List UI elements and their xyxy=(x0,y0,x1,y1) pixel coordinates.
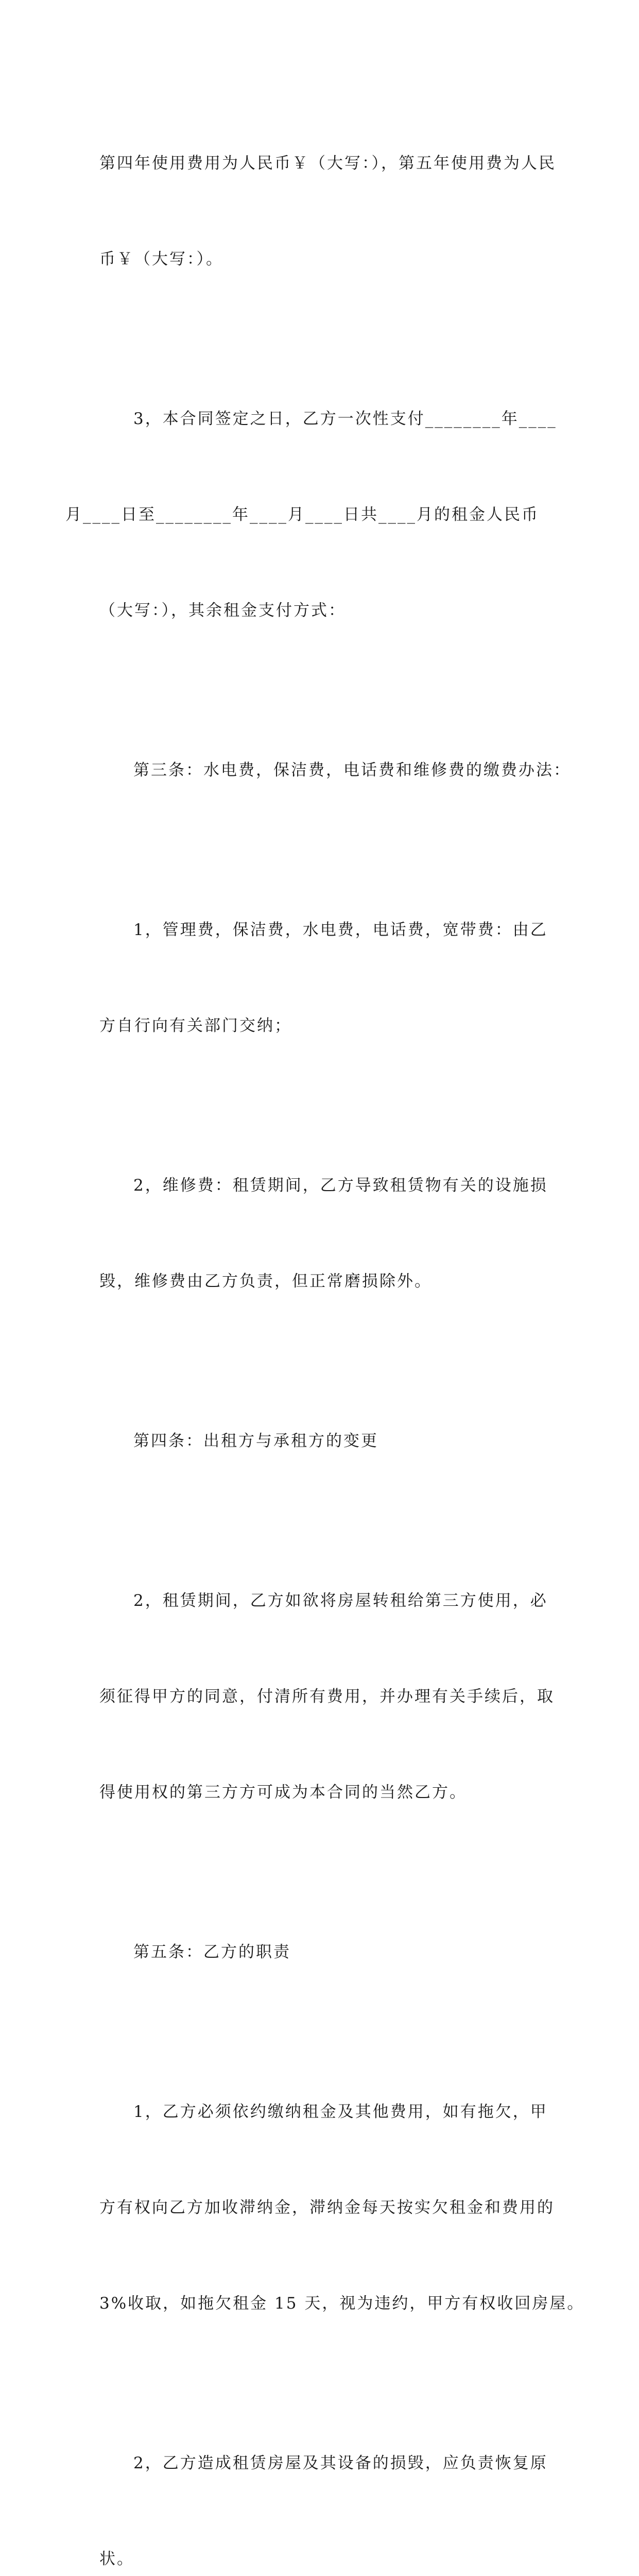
paragraph-management-fees xyxy=(99,850,548,1106)
paragraph-late-payment xyxy=(99,2032,585,2383)
heading-article-3 xyxy=(99,690,571,850)
text-line: 方自行向有关部门交纳； xyxy=(99,1016,292,1035)
text-line: 2，维修费：租赁期间，乙方导致租赁物有关的设施损 xyxy=(133,1176,548,1195)
heading-article-5 xyxy=(99,1872,542,2032)
text-line: 得使用权的第三方方可成为本合同的当然乙方。 xyxy=(99,1783,467,1802)
text-line: 第四条：出租方与承租方的变更 xyxy=(133,1432,378,1450)
text-line: 第三条：水电费，保洁费，电话费和维修费的缴费办法： xyxy=(133,761,571,779)
text-line: 1，乙方必须依约缴纳租金及其他费用，如有拖欠，甲 xyxy=(133,2103,548,2121)
text-line: （大写：），其余租金支付方式： xyxy=(99,601,346,620)
text-line: 2，乙方造成租赁房屋及其设备的损毁，应负责恢复原 xyxy=(133,2454,548,2472)
text-line: 3%收取，如拖欠租金 15 天，视为违约，甲方有权收回房屋。 xyxy=(99,2294,585,2313)
text-line: 币￥（大写：）。 xyxy=(99,250,223,268)
heading-article-4 xyxy=(99,1361,542,1521)
paragraph-repair-fees xyxy=(99,1106,548,1361)
text-line: 第四年使用费用为人民币￥（大写：），第五年使用费为人民 xyxy=(99,154,556,173)
text-line: 3，本合同签定之日，乙方一次性支付________年____ xyxy=(133,410,557,428)
text-line: 月____日至________年____月____日共____月的租金人民币 xyxy=(65,505,539,524)
text-line: 须征得甲方的同意，付清所有费用，并办理有关手续后，取 xyxy=(99,1687,555,1706)
text-line: 2，租赁期间，乙方如欲将房屋转租给第三方使用，必 xyxy=(133,1591,548,1610)
paragraph-damage-restore xyxy=(99,2383,548,2576)
text-line: 第五条：乙方的职责 xyxy=(133,1943,291,1961)
paragraph-sublease xyxy=(99,1521,555,1872)
document-page xyxy=(65,83,585,2576)
text-line: 状。 xyxy=(99,2550,134,2568)
paragraph-fee-years-4-5 xyxy=(99,83,556,339)
text-line: 1，管理费，保洁费，水电费，电话费，宽带费：由乙 xyxy=(133,921,548,939)
paragraph-one-time-payment xyxy=(65,339,557,690)
text-line: 方有权向乙方加收滞纳金，滞纳金每天按实欠租金和费用的 xyxy=(99,2198,555,2217)
text-line: 毁，维修费由乙方负责，但正常磨损除外。 xyxy=(99,1272,432,1291)
